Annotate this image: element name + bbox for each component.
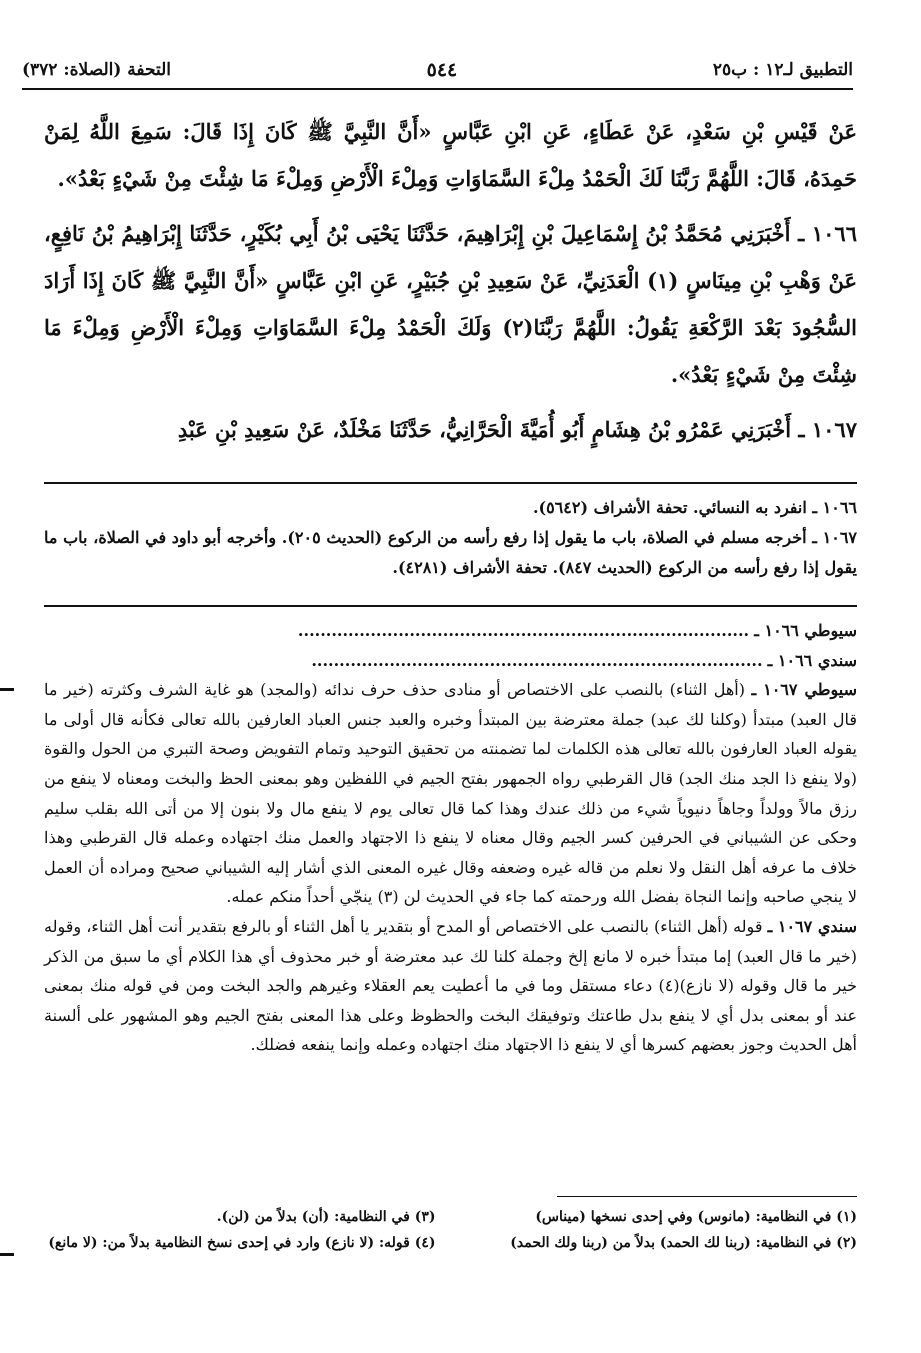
hadith-text xyxy=(44,108,857,461)
dot-leader: ................................................................................. xyxy=(297,621,750,640)
scan-edge-mark xyxy=(0,688,14,691)
page-header xyxy=(22,52,853,90)
commentary-line xyxy=(44,616,857,646)
footnote-2: (٢) في النظامية: (ربنا لك الحمد) بدلاً من (ربنا ولك الحمد) xyxy=(510,1235,857,1251)
commentary-section xyxy=(44,616,857,1060)
commentary-head-suyuti-1066: سيوطي ١٠٦٦ ـ xyxy=(754,621,857,640)
takhrij-1066: ١٠٦٦ ـ انفرد به النسائي. تحفة الأشراف (٥٦٤٢). xyxy=(532,498,857,517)
commentary-head-sindi-1066: سندي ١٠٦٦ ـ xyxy=(767,650,857,670)
hadith-1067: ١٠٦٧ ـ أَخْبَرَنِي عَمْرُو بْنُ هِشَامٍ أَبُو أُمَيَّةَ الْحَرَّانِيُّ، حَدَّثَنَا مَخْلَدٌ، عَنْ سَعِيدِ بْنِ عَبْدِ xyxy=(177,417,857,442)
commentary-head-sindi-1067: سندي ١٠٦٧ ـ xyxy=(767,916,857,936)
footnote-3: (٣) في النظامية: (أن) بدلاً من (لن). xyxy=(216,1209,436,1225)
scan-edge-mark xyxy=(0,1253,14,1256)
header-tuhfa-ref: التحفة (الصلاة: ٣٧٢) xyxy=(22,60,172,80)
header-chapter-ref: التطبيق لـ١٢ : ب٢٥ xyxy=(712,60,853,80)
divider-line xyxy=(44,482,857,484)
commentary-text: قوله (أهل الثناء) بالنصب على الاختصاص أو المدح أو بتقدير يا أهل الثناء أو بالرفع بتقدير أنت أهل الثناء، وقوله (خير ما قال العبد) إما مبتدأ خبره لا مانع إلخ وجملة كلنا لك عبد معترضة أو خبر محذوف أي هذا الكلام أي ما سبق من الذكر خير ما قال وقوله (لا نازع)(٤) دعاء مستقل وما في ما أعطيت يعم العقلاء وغيرهم والجد البخت ومن في قوله منك بمعنى عند أو بمعنى بدل أي لا ينفع بدل طاعتك وتوفيقك البخت والحظوظ وعلى هذا المعنى بفتح الجيم وهو المشهور على ألسنة أهل الحديث وجوز بعضهم كسرها أي لا ينفع ذا الاجتهاد منك اجتهاده وعمله وإنما ينفعه فضلك. xyxy=(44,916,857,1055)
hadith-1066: ١٠٦٦ ـ أَخْبَرَنِي مُحَمَّدُ بْنُ إِسْمَاعِيلَ بْنِ إِبْرَاهِيمَ، حَدَّثَنَا يَحْيَى بْنُ أَبِي بُكَيْرٍ، حَدَّثَنَا إِبْرَاهِيمُ بْنُ نَافِعٍ، عَنْ وَهْبِ بْنِ مِينَاسٍ (١) الْعَدَنِيِّ، عَنْ سَعِيدِ بْنِ جُبَيْرٍ، عَنِ ابْنِ عَبَّاسٍ «أَنَّ النَّبِيَّ ﷺ كَانَ إِذَا أَرَادَ السُّجُودَ بَعْدَ الرَّكْعَةِ يَقُولُ: اللَّهُمَّ رَبَّنَا(٢) وَلَكَ الْحَمْدُ مِلْءَ السَّمَاوَاتِ وَمِلْءَ الْأَرْضِ وَمِلْءَ مَا شِئْتَ مِنْ شَيْءٍ بَعْدُ». xyxy=(44,221,858,387)
commentary-suyuti-1067 xyxy=(44,675,857,912)
footnote-separator xyxy=(557,1196,857,1197)
footnote-1: (١) في النظامية: (مانوس) وفي إحدى نسخها (ميناس) xyxy=(535,1209,857,1225)
page-number: ٥٤٤ xyxy=(426,59,458,81)
footnote-4: (٤) قوله: (لا نازع) وارد في إحدى نسخ النظامية بدلاً من: (لا مانع) xyxy=(48,1235,436,1251)
divider-line xyxy=(44,605,857,607)
commentary-line xyxy=(44,646,857,676)
commentary-text: (أهل الثناء) بالنصب على الاختصاص أو منادى حذف حرف ندائه (والمجد) هو غاية الشرف وكثرته (خير ما قال العبد) مبتدأ (وكلنا لك عبد) جملة معترضة بين المبتدأ وخبره والعبد جنس العباد العارفين بالله تعالى فكأنه قال أولى ما يقوله العباد العارفون بالله تعالى هذه الكلمات لما تضمنته من تحقيق التوحيد وتمام التفويض وصحة التبري من الحول والقوة (ولا ينفع ذا الجد منك الجد) قال القرطبي رواه الجمهور بفتح الجيم في اللفظين وهو بمعنى الحظ والبخت ومعناه لا ينفع من رزق مالاً وولداً وجاهاً دنيوياً شيء من ذلك عندك وهذا كما قال تعالى يوم لا ينفع مال ولا بنون إلا من أتى الله بقلب سليم وحكى عن الشيباني في الحرفين كسر الجيم وقال معناه لا ينفع ذا الاجتهاد والعمل منك اجتهاده وعمله قال القرطبي وهذا خلاف ما عرفه أهل النقل ولا نعلم من قاله غيره وضعفه وقال غيره المعنى الذي أشار إليه الشيباني صحيح ومراده أن العمل لا ينجي صاحبه وإنما النجاة بفضل الله ورحمته كما جاء في الحديث لن (٣) ينجّي أحداً منكم عمله. xyxy=(44,680,858,907)
commentary-sindi-1067 xyxy=(44,912,857,1060)
takhrij-1067: ١٠٦٧ ـ أخرجه مسلم في الصلاة، باب ما يقول إذا رفع رأسه من الركوع (الحديث ٢٠٥). وأخرجه أبو داود في الصلاة، باب ما يقول إذا رفع رأسه من الركوع (الحديث ٨٤٧). تحفة الأشراف (٤٢٨١). xyxy=(44,528,858,577)
dot-leader: ................................................................................. xyxy=(311,650,763,670)
commentary-head-suyuti-1067: سيوطي ١٠٦٧ ـ xyxy=(751,680,858,700)
takhrij-notes xyxy=(44,493,857,583)
footnotes xyxy=(44,1204,857,1256)
hadith-paragraph: عَنْ قَيْسِ بْنِ سَعْدٍ، عَنْ عَطَاءٍ، عَنِ ابْنِ عَبَّاسٍ «أَنَّ النَّبِيَّ ﷺ كَانَ إِذَا قَالَ: سَمِعَ اللَّهُ لِمَنْ حَمِدَهُ، قَالَ: اللَّهُمَّ رَبَّنَا لَكَ الْحَمْدُ مِلْءَ السَّمَاوَاتِ وَمِلْءَ الْأَرْضِ وَمِلْءَ مَا شِئْتَ مِنْ شَيْءٍ بَعْدُ». xyxy=(44,119,857,191)
